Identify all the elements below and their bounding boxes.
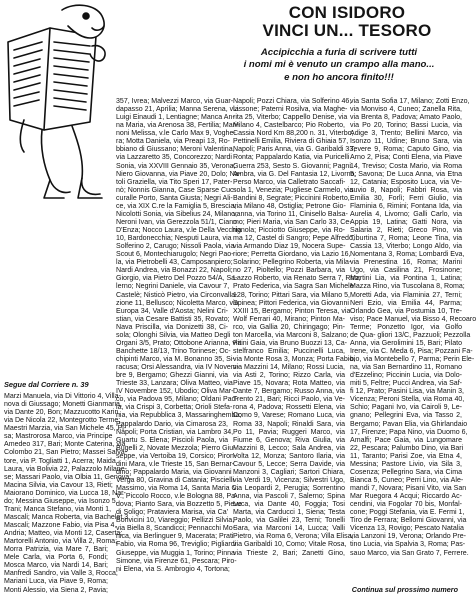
list-line: rona 4, Padova; Rossetti Elena, via [233, 404, 345, 412]
list-line: Sara, via Marconi 14, Lucca; Valli [233, 525, 345, 533]
list-line: Solferino 2, Carugo; Nissoli Paola, via [116, 243, 235, 251]
list-line: Dante 7, Bergamo; Russo Anna, via [233, 388, 346, 396]
list-line: Volta 12, Monza; Santoro Ilaria, via [233, 452, 345, 460]
list-line: Mariani Luca, via Piave 9, Roma; [4, 578, 108, 586]
list-line: nova di Giussago; Monetti Gianmaria, [4, 401, 122, 409]
list-line: Paolo, via Galilei 23, Terni; Tonelli [233, 517, 345, 525]
list-line: via Leopardi 2, Perugia; Sorrentino [233, 485, 345, 492]
list-line: Emilia 30, Forlì; Ferri Giulio, via [350, 194, 462, 202]
list-line: 5, Savona; De Luca Anna, via Etna [350, 170, 462, 178]
list-line: 17, Firenze; Papa Nino, via Duomo 6, [350, 428, 468, 436]
list-line: fi 12, Prato; Pasini Lisa, via Manin 3, [350, 388, 464, 396]
list-line: Laura, via Bolivia 22, Palazzolo Milane- [4, 465, 127, 473]
list-line: Martini Lia, via Pontina 1, Latina; [350, 275, 462, 283]
list-line: ton Marcella, via Marconi 8, Salzano; [233, 331, 349, 339]
list-line: Colombo 21, San Pietro; Massei Salva- [4, 449, 127, 457]
list-line: Fiume 6, Genova; Riva Giulia, via [233, 436, 345, 444]
list-line: Neroni Ivan, via Gerezzola 51/1, Ciano [116, 218, 238, 226]
list-line: Trento 21, Bari; Ricci Paolo, via Ve- [233, 396, 345, 404]
list-line: Messina; Pastore Livio, via Sila 3, [350, 460, 462, 468]
list-line: Bianca 5, Cuneo; Perri Lino, via Ale- [350, 476, 464, 484]
list-line: Bonvicini 10, Viareggio; Pellizzi Silvia, [116, 517, 235, 525]
list-line: zione 11, Bellusco; Nicoletta Marco, via [116, 299, 239, 307]
list-line: mo; Pieri Maria, via San Carlo 33, Ce- [233, 218, 352, 226]
list-line: miti 5, Feltre; Pucci Andrea, via Saf- [350, 380, 463, 388]
list-line: Pietro, via Roma 6, Verona; Villa Elisa, [233, 533, 354, 541]
list-line: Ugo, via Casilina 21, Frosinone; [350, 267, 462, 275]
list-line: ni Elena, via S. Ambrogio 4, Tortona; [116, 565, 230, 573]
list-line: dino; Pappalardo Maria, via Giovanni [116, 468, 232, 476]
list-line: via Milano 48, Ostiglia; Petrone Gio- [233, 202, 346, 210]
list-line: via Brenta 8, Padova; Amato Paolo, [350, 114, 462, 122]
list-line: nica, via Berlinguer 9, Macerata; Prati [116, 533, 234, 541]
list-line: Marta, via Carducci 1, Siena; Testa [233, 509, 345, 517]
list-line: Vicenza 13, Rovigo; Pescato Natalia [350, 525, 464, 533]
list-line: Prato Federica, via Sagra San Michele [233, 283, 354, 291]
list-line: ce, via XIX C.re la Famiglia 5, Brescia; [116, 202, 237, 210]
list-line: Marzi Manuela, via Di Vittorio 4, Villa- [4, 393, 121, 400]
article-title [236, 4, 458, 40]
list-line: Simone, via Firenze 61, Pescara; Piro- [116, 557, 237, 565]
list-line: ra; Motta Daniela, via Preapi 13, Ro- [116, 138, 230, 146]
list-line: 14, Treviso; Costa Mario, via Roma [350, 162, 462, 170]
list-line: Milano 4, Castelbarco; Pio Roberto, [233, 122, 345, 130]
list-line: Schio; Pagani Ivo, via Cairoli 9, Le- [350, 404, 462, 412]
list-line: Terme; Ponzetto Igor, via Golfo [350, 323, 462, 331]
list-line: vanna, via Torino 11, Cinisello Balsa- [233, 210, 348, 218]
list-line: lerno; Negrini Daniele, via Cavour 7, [116, 283, 230, 291]
list-line: mandi 7, Novara; Pisani Vito, via San [350, 485, 467, 492]
list-line: sauo Marco, via San Grato 7, Ferrere. [350, 549, 469, 557]
list-line: Cassia 13, Viterbo; Longo Aldo, via [350, 243, 462, 251]
list-line: IV Novembre 152, Ubodio; Oliva Mar- [116, 388, 234, 396]
list-line: Adige 3, Trento; Bellini Marco, via [350, 130, 462, 138]
list-line: la, via Pietrobelli 43, Camposanpiero; [116, 259, 233, 267]
list-line: Tevere 9, Roma; Caputo Gino, via [350, 146, 462, 154]
list-line: sola 1, Venezia; Pugliese Carmelo, via [233, 186, 354, 194]
list-line: de Qua- gliori 13/C, Pazzuoli; Pezzolla [350, 331, 471, 339]
list-line: via Biella 8, Scandicci; Pennacchi Mo- [116, 525, 236, 533]
list-line: Como 9, Varese; Romano Luca, via [233, 412, 345, 420]
list-line: Organi 3/5, Prato; Ottobone Arianna, via [116, 339, 242, 347]
list-line: 11, Taranto; Parisi Zoe, via Etna 4, [350, 452, 462, 460]
list-line: Martorelli Antonio, via Villa 2, Roma; [4, 538, 118, 546]
list-line: toli Graziella, via Tito Speri 17, Pater- [116, 178, 233, 186]
winners-list-column-2 [116, 98, 242, 598]
list-line: viso; Pace Manuel, via Bisso 4, Recoaro [350, 315, 476, 323]
list-line: Luigi Einaudi 1, Lentiagne; Manca An- [116, 114, 235, 122]
list-line: Mazzini 8, Lecco; Sala Andrea, via [233, 444, 345, 452]
winners-list-column-1 [4, 393, 132, 598]
list-line: via Verdi 19, Vicenza; Silvestri Ugo, [233, 476, 345, 484]
list-line: 10, Bardonecchia; Nesputi Laura, via [116, 235, 232, 243]
list-line: stian, via Cesare Battisti 35, Rovato; [116, 315, 230, 323]
list-line: Maestri Marzia, via San Michele 45, Pi- [4, 425, 127, 433]
list-line: Manzoni 3, Cagliari; Sartori Chiara, [233, 468, 345, 476]
list-line: Piave 15, Novara; Rota Matteo, via [233, 380, 345, 388]
list-line: rita 25, Viterbo; Cappello Denise, via [233, 114, 348, 122]
winners-list-column-4 [350, 98, 476, 580]
list-line: rco, via Gallia 20, Chiringago; Pin- [233, 323, 345, 331]
article-subtitle [214, 47, 464, 84]
list-line: via De Nicola 22, Montegrotto Terme; [4, 417, 121, 425]
list-line: via Lanzoni 19, Verona; Orlando Pre- [350, 533, 466, 541]
list-line: via Asti 2, Torino; Rizzo Carla, via [233, 372, 345, 380]
list-line: Massimo, via Roma 14, Santa Maria C. [116, 485, 239, 492]
list-line: Scout 6, Montechiarugolo; Negri Pao- [116, 251, 234, 259]
list-line: Ambra, via G. Del Fantasia 12, Livorno; [233, 170, 357, 178]
list-line: Mele Carla, via Porta 6, Fondi; [4, 554, 108, 562]
list-line: Giorgio, via Pietro Del Pozzo 54/A, Sa- [116, 275, 238, 283]
list-line: Bergamo; Pavan Elia, via Ghirlandaio [350, 420, 468, 428]
list-line: Pettinelli Emilia, Riviera di Ghiaia 57, [233, 138, 349, 146]
list-line: Lazzo Roberto, via Renato Serra 7, Rho; [233, 275, 361, 283]
list-line: dini Mara, v.le Trieste 15, San Bernar- [116, 460, 235, 468]
list-line: d'Ezzelino; Piccinin Lucia, via Dolo- [350, 372, 462, 380]
list-line: Anna, via Gerolimini 15, Bari; Pilato [350, 339, 462, 347]
list-line: Trieste 33, Lanzara; Oliva Matteo, via [116, 380, 233, 388]
subtitle-line-3: e non ho ancora finito!!! [284, 71, 394, 83]
list-line: la, via Crispi 3, Corbetta; Orioli Stefa- [116, 404, 233, 412]
list-line: cendini, via Fogolar 70 bis, Monfal- [350, 501, 462, 509]
list-line: Pitini Gaia, via Bruno Buozzi 13, Ca- [233, 339, 347, 347]
isidoro-cartoon-illustration [4, 2, 112, 202]
list-line: seppe, via Vertoiba 19, Corsico; Piron- [116, 452, 237, 460]
list-line: via Trieste 2, Bari; Zanetti Gino, [233, 549, 345, 557]
subtitle-line-1: Accipicchia a furia di scrivere tutti [260, 47, 418, 58]
list-line: na, via San Bernardino 11, Romano [350, 364, 462, 372]
list-line: 128, Torino; Pittari Sara, via Milano 5, [233, 291, 350, 299]
list-line: V.; Piccolo Rocco, v.le Bologna 88, Pa- [116, 493, 238, 501]
list-line: 12, Catania; Esposito Luca, via Ve- [350, 178, 462, 186]
list-line: Neri Ezio, via Emilia 44, Parma; [350, 299, 462, 307]
list-line: Niero Giovanna, via Piave 20, Dolo; Na- [116, 170, 241, 178]
list-line: sa; Mastrorosa Marco, via Principe [4, 433, 113, 441]
list-line: dapasso 21, Aprilia; Manna Serena, via [116, 106, 239, 114]
list-line: via Garibaldi 10, Como; Vitale Rosa, [233, 541, 347, 549]
list-line: Sonia, via XXVIII Gennaio 35, Verona; [116, 162, 236, 170]
list-line: Arno 2, Pisa; Conti Elena, via Piave [350, 154, 462, 162]
list-line: Macina Silvia, via Cavour 13, Rieti; [4, 481, 113, 489]
list-line: Andria; Matteo, via Monti 12, Caserta; [4, 530, 123, 538]
list-line: gnano; Pellegrini Eva, via Tasso 2, [350, 412, 462, 420]
list-line: via Dante 20, Bon; Mazzucotto Karin, [4, 409, 121, 417]
list-line: bio, via Montebello 7, Parma; Perin Ele- [350, 356, 475, 363]
list-line: Mascali; Mazzone Fabio, via Pisa 4, [4, 522, 117, 529]
list-line: Po 11, Pavia; Ruggeri Marco, via [233, 428, 345, 436]
list-line: Isonzo 11, Udine; Bruno Sara, via [350, 138, 462, 146]
list-line: bbiano di Giussano; Meroni Valentina, [116, 146, 235, 154]
list-line: Mar Ruegora 4 Acqui; Riccardo Ac- [350, 493, 462, 501]
list-line: Solarino; Pellegrino Roberta, via Mila- [233, 259, 352, 267]
list-line: Cassia Nord Km 88,200 n. 31, Viterbo; [233, 130, 354, 138]
list-line: Roma 33, Napoli; Rinaldi Sara, via [233, 420, 345, 428]
list-line: via Armando Diaz 19, Nocera Supe- [233, 243, 346, 251]
list-line: Moretti Ada, via Flaminia 27, Terni; [350, 291, 462, 299]
list-line: Guartu S. Elena; Piscioli Paola, via [116, 436, 228, 444]
list-line: via Po 20, Torino; Bassi Lucia, via [350, 122, 462, 130]
list-line: via Lazzaretto 35, Concorezzo; Nardi [116, 154, 232, 162]
list-line: Nicolotti Sonia, via Sibelius 24, Milano; [116, 210, 238, 218]
list-line: do; Messina Giuseppe, via Isonzo 5, [4, 497, 118, 505]
list-line: Mazza Rino, via Tuscolana 8, Roma; [350, 283, 465, 291]
list-line: se; Massari Paolo, via Olbia 11, Genova; [4, 473, 132, 481]
list-line: suvio 8, Napoli; Fabbri Rosa, via [350, 186, 462, 194]
list-line: Napoli; Porta Cristian, via Lambro 34, [116, 428, 234, 436]
list-line: Cavour 5, Lecce; Serra Davide, via [233, 460, 345, 468]
list-line: Napoli; Pozzi Chiara, via Solferino 46, [233, 98, 352, 105]
list-line: Manfredi Sandro, via Valle 3, Rocca; [4, 570, 118, 578]
list-line: Amedeo 317, Bari; Monte Caterina, via [4, 441, 126, 449]
list-line: Anna, via Pascoli 7, Salerno; Spina [233, 493, 345, 501]
title-line-2: VINCI UN... TESORO [262, 21, 432, 40]
list-line: co, via Padova 95, Milano; Oldani Pao- [116, 396, 238, 404]
list-line: Aurelia 4, Livorno; Galli Carlo, via [350, 210, 462, 218]
list-line: Banchette 18/13, Trino Torinese; Oc- [116, 347, 231, 355]
list-line: Orlando Gea, via Postumia 10, Tre- [350, 307, 462, 315]
list-line: noni Melissa, v.le Carlo Max 9, Voghe- [116, 130, 236, 138]
list-line: na Maria, via Arenosa 38, Fertilia; Mari- [116, 122, 239, 130]
list-line: riore; Perretta Giordano, via Lazio 16, [233, 251, 351, 259]
list-line: Nardi Andrea, via Bonazzi 22, Napoli; [116, 267, 233, 275]
list-line: Luca, via Dante 40, Foggia; Tosi [233, 501, 345, 509]
list-line: Spinea; Pittori Federica, via Giovanni [233, 299, 349, 307]
list-line: via Santa Sofia 17, Milano; Zotti Enzo, [350, 98, 470, 105]
list-line: Giuseppe, via Muggia 1, Torino; Pinna [116, 549, 235, 557]
list-line: Napoli; Paris Anna, via G. Garibaldi 33, [233, 146, 356, 154]
list-line: bre 9, Bergamo; Ghezzi Gianni, via [116, 372, 228, 380]
list-line: Nomentana 3, Roma; Lombardi Eva, [350, 251, 465, 259]
list-line: Wolf Ferrari 40, Mirano; Pinton Ma- [233, 315, 345, 323]
list-line: nò; Nonnis Gianna, Case Sparse Cuc- [116, 186, 236, 194]
list-line: Pappalardo Dario, via Cimarosa 23, [116, 420, 228, 428]
list-line: nia, via Repubblica 3, Massaringhemba; [116, 412, 242, 420]
list-line: Lissone; Paterni Rosilva, via Maghe- [233, 106, 348, 114]
list-line: via Prenestina 16, Roma; Marini [350, 259, 462, 267]
title-line-1: CON ISIDORO [288, 3, 406, 22]
list-line: chipinti Marco, via M. Bonanno 35, Si- [116, 356, 235, 363]
winners-list-column-3 [233, 98, 361, 598]
list-line: ma 12, Castel di Sangro; Pepe Alfredo, [233, 235, 355, 243]
list-line: via Monviso 4, Cuneo; Zanella Rita, [350, 106, 462, 114]
list-line: Irene, via C. Meda 6, Pisa; Pozzani Fa- [350, 347, 473, 355]
list-line: curalle Porto, Santa Giusta; Negri Ali- [116, 194, 233, 202]
list-line: Europa 34, Valle d'Aosta; Nelini Cri- [116, 307, 228, 315]
list-line: stelfranco Emilia; Puccinelli Luca, [233, 347, 345, 355]
list-line: Monti Alessio, via Siena 2, Pavia; [4, 586, 108, 594]
list-line: di Soligo; Prataviera Marisa, via Ca' [116, 509, 228, 517]
list-line: rignola; Picciotto Giuseppe, via Ro- [233, 227, 345, 234]
list-line: Fabio, via Roma 96, Treviglio; Pigliardi [116, 541, 237, 549]
list-line: Mosca Marco, via Nardi 14, Bari; [4, 562, 108, 570]
list-line: via Monte Rosa 3, Monza; Porta Fabio, [233, 356, 356, 363]
list-line: via Mazzini 14, Milano; Rossi Lucia, [233, 364, 345, 372]
subtitle-line-2: i nomi mi è venuto un crampo alla mano... [243, 59, 435, 71]
list-line: Tiburtina 7, Roma; Leone Tina, via [350, 235, 462, 243]
list-line: tore, via P. Togliatti 1, Acerra; Maida [4, 457, 116, 465]
list-line: Perso Marco, via Calletrato Saccafi- [233, 178, 346, 186]
list-line: Vicenza; Peroni Stella, via Roma 40, [350, 396, 465, 404]
list-line: dova; Pianto Sara, via Bozzetto 5, Pieve [116, 501, 242, 509]
list-line: Castelè; Nisticò Pietro, via Circonvalla- [116, 291, 238, 299]
list-line: sola; Olonghi Silvia, via Matteo Degli [116, 331, 231, 339]
list-line: Nava Priscilla, via Donizetti 38, Ci- [116, 323, 228, 331]
continued-note: Continua sul prossimo numero [351, 585, 458, 594]
list-line: Tiro de Ferrara; Bellomi Giovanni, via [350, 517, 467, 525]
list-line: Appia 19, Latina; Gatti Nora, via [350, 218, 462, 226]
list-line: D'Enza; Nocco Laura, v.le Della Vecchia [116, 227, 242, 234]
list-line: no 27, Pioltello; Pozzi Barbara, via [233, 267, 345, 275]
list-line: Maiorano Dominico, via Lucca 18, Nar- [4, 489, 126, 497]
list-line: racusa; Orsi Alessandra, via IV Novem- [116, 364, 239, 372]
list-line: Guerra 253, Sesto S. Giovanni; Pagni [233, 162, 351, 170]
list-line: Morra Patrizia, via Mare 7, Bari; [4, 546, 108, 554]
list-line: Trani; Manca Stefano, via Monti 1, [4, 505, 112, 513]
list-line: Cosenza; Pellegrino Sara, via Cima [350, 468, 462, 476]
list-line: 357, Ivrea; Malvezzi Marco, via Guar- [116, 98, 234, 105]
list-line: Flaminia 6, Rimini; Fontana Ida, via [350, 202, 462, 210]
list-line: Bugelli 2, Novate Mezzola; Pierro Giu- [116, 444, 236, 452]
list-line: Salaria 2, Rieti; Greco Pino, via [350, 227, 462, 234]
list-line: Verga 80, Gravina di Catania; Piscielli [116, 476, 234, 484]
list-line: Mascali; Manca Roberta, via Bachelet 3, [4, 513, 131, 521]
continuation-heading: Segue dal Corriere n. 39 [4, 380, 89, 389]
list-line: Bandini 8, Segrate; Piccinini Roberto, [233, 194, 350, 202]
list-line: tino Lucia, via Spalvia 3, Roma; Pas- [350, 541, 466, 549]
list-line: Amalfi; Pace Gaia, via Lungomare [350, 436, 462, 444]
list-line: XXIII 15, Bergamo; Pinton Teresa, via [233, 307, 351, 315]
list-line: cone; Poggi Stefania, via E. Fermi 1, [350, 509, 465, 517]
list-line: 22, Pescara; Palumbo Dino, via Bari [350, 444, 464, 452]
list-line: Ronta; Pappalardo Katia, via Puricelli [233, 154, 350, 162]
